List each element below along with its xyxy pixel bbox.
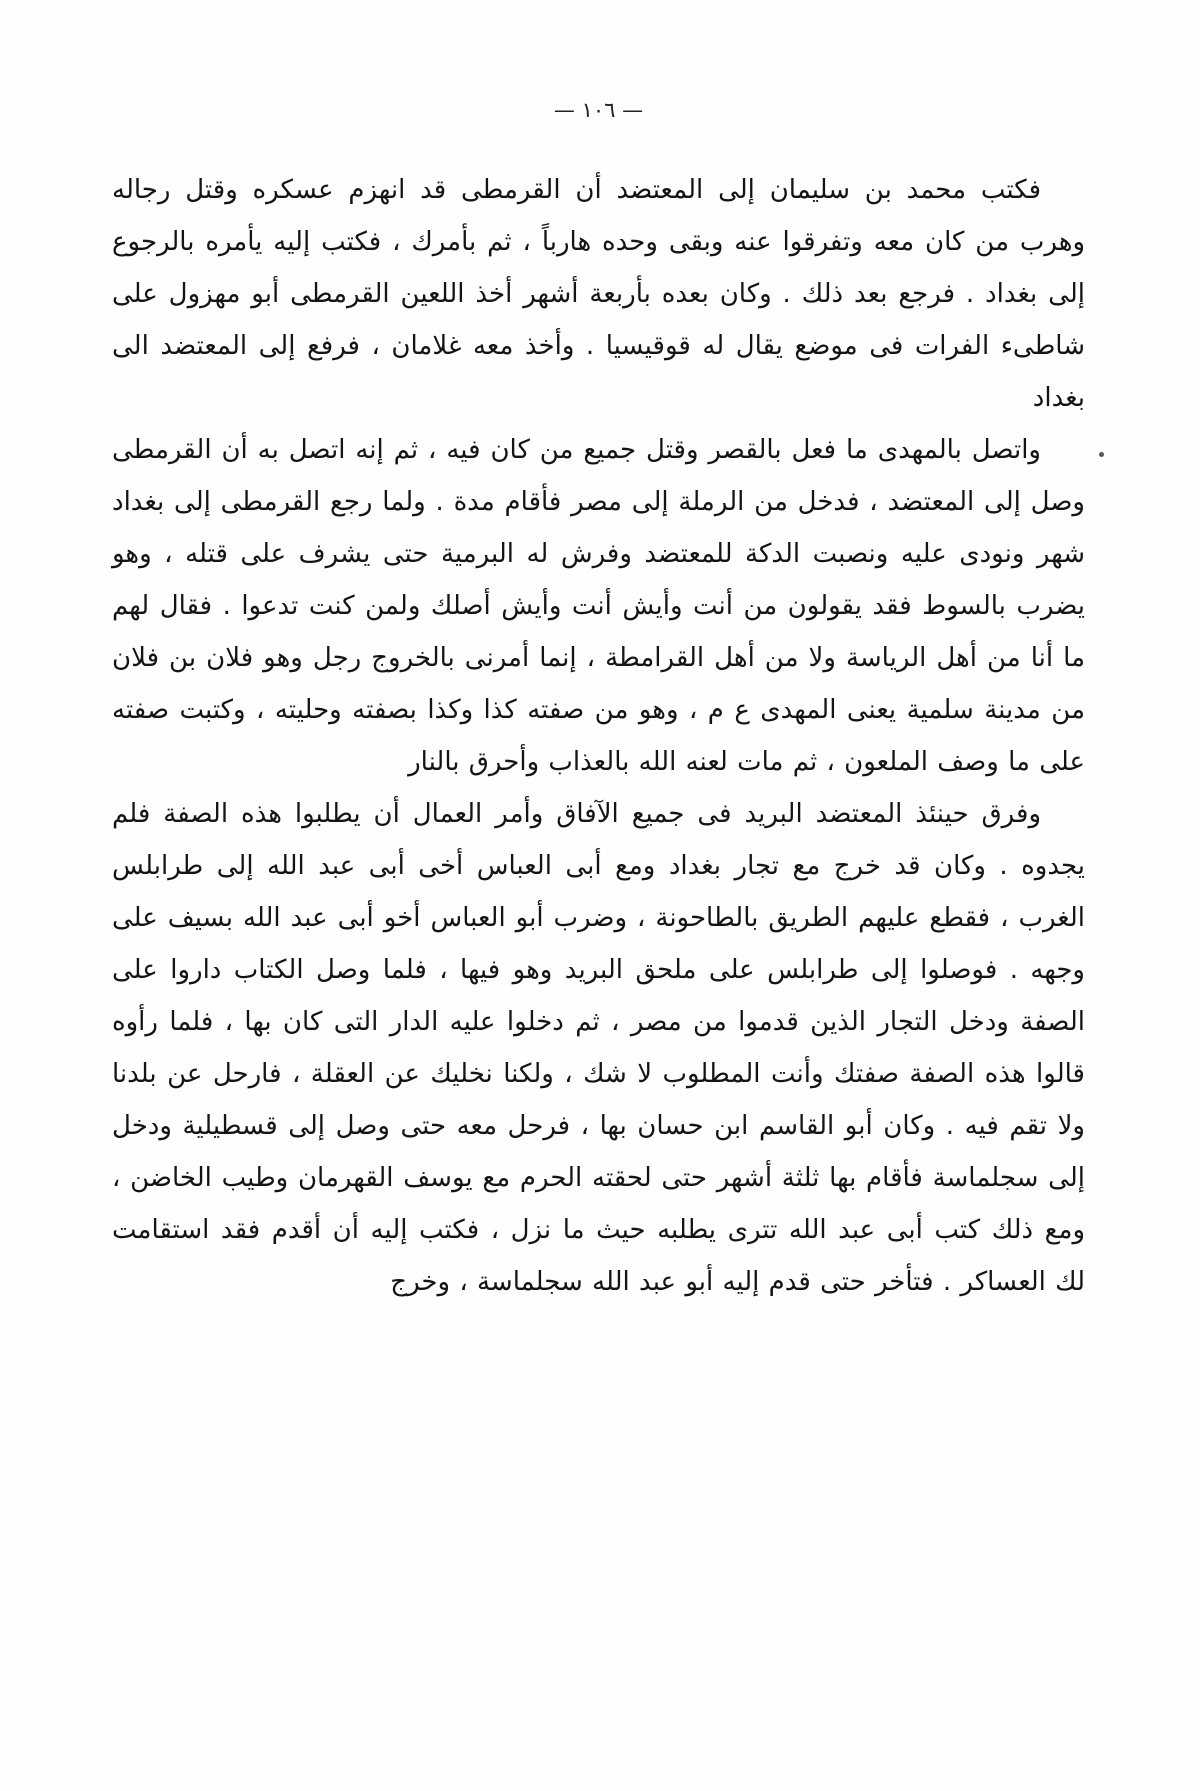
body-paragraph: واتصل بالمهدى ما فعل بالقصر وقتل جميع من كان فيه ، ثم إنه اتصل به أن القرمطى وصل إلى المعتضد ، فدخل من الرملة إلى مصر فأقام مدة . ولما رجع القرمطى إلى بغداد شهر ونودى عليه ونصبت الدكة للمعتضد وفرش له البرمية حتى يشرف على قتله ، وهو يضرب بالسوط فقد يقولون من أنت وأيش أنت وأيش أصلك ولمن كنت تدعوا . فقال لهم ما أنا من أهل الرياسة ولا من أهل القرامطة ، إنما أمرنى بالخروج رجل وهو فلان بن فلان من مدينة سلمية يعنى المهدى ع م ، وهو من صفته كذا وكذا بصفته وحليته ، وكتبت صفته على ما وصف الملعون ، ثم مات لعنه الله بالعذاب وأحرق بالنار <box>112 435 1085 777</box>
body-paragraph: فكتب محمد بن سليمان إلى المعتضد أن القرمطى قد انهزم عسكره وقتل رجاله وهرب من كان معه وتفرقوا عنه وبقى وحده هارباً ، ثم بأمرك ، فكتب إليه يأمره بالرجوع إلى بغداد . فرجع بعد ذلك . وكان بعده بأربعة أشهر أخذ اللعين القرمطى أبو مهزول على شاطىء الفرات فى موضع يقال له قوقيسيا . وأخذ معه غلامان ، فرفع إلى المعتضد الى بغداد <box>112 175 1085 413</box>
page-number: — ١٠٦ — <box>553 98 644 122</box>
body-paragraph: وفرق حينئذ المعتضد البريد فى جميع الآفاق وأمر العمال أن يطلبوا هذه الصفة فلم يجدوه . وكان قد خرج مع تجار بغداد ومع أبى العباس أخى أبى عبد الله إلى طرابلس الغرب ، فقطع عليهم الطريق بالطاحونة ، وضرب أبو العباس أخو أبى عبد الله بسيف على وجهه . فوصلوا إلى طرابلس على ملحق البريد وهو فيها ، فلما وصل الكتاب داروا على الصفة ودخل التجار الذين قدموا من مصر ، ثم دخلوا عليه الدار التى كان بها ، فلما رأوه قالوا هذه الصفة صفتك وأنت المطلوب لا شك ، ولكنا نخليك عن العقلة ، فارحل عن بلدنا ولا تقم فيه . وكان أبو القاسم ابن حسان بها ، فرحل معه حتى وصل إلى قسطيلية ودخل إلى سجلماسة فأقام بها ثلثة أشهر حتى لحقته الحرم مع يوسف القهرمان وطيب الخاضن ، ومع ذلك كتب أبى عبد الله تترى يطلبه حيث ما نزل ، فكتب إليه أن أقدم فقد استقامت لك العساكر . فتأخر حتى قدم إليه أبو عبد الله سجلماسة ، وخرج <box>112 799 1085 1297</box>
scan-artifact-dot <box>1099 452 1104 457</box>
text-block <box>112 164 1085 1308</box>
